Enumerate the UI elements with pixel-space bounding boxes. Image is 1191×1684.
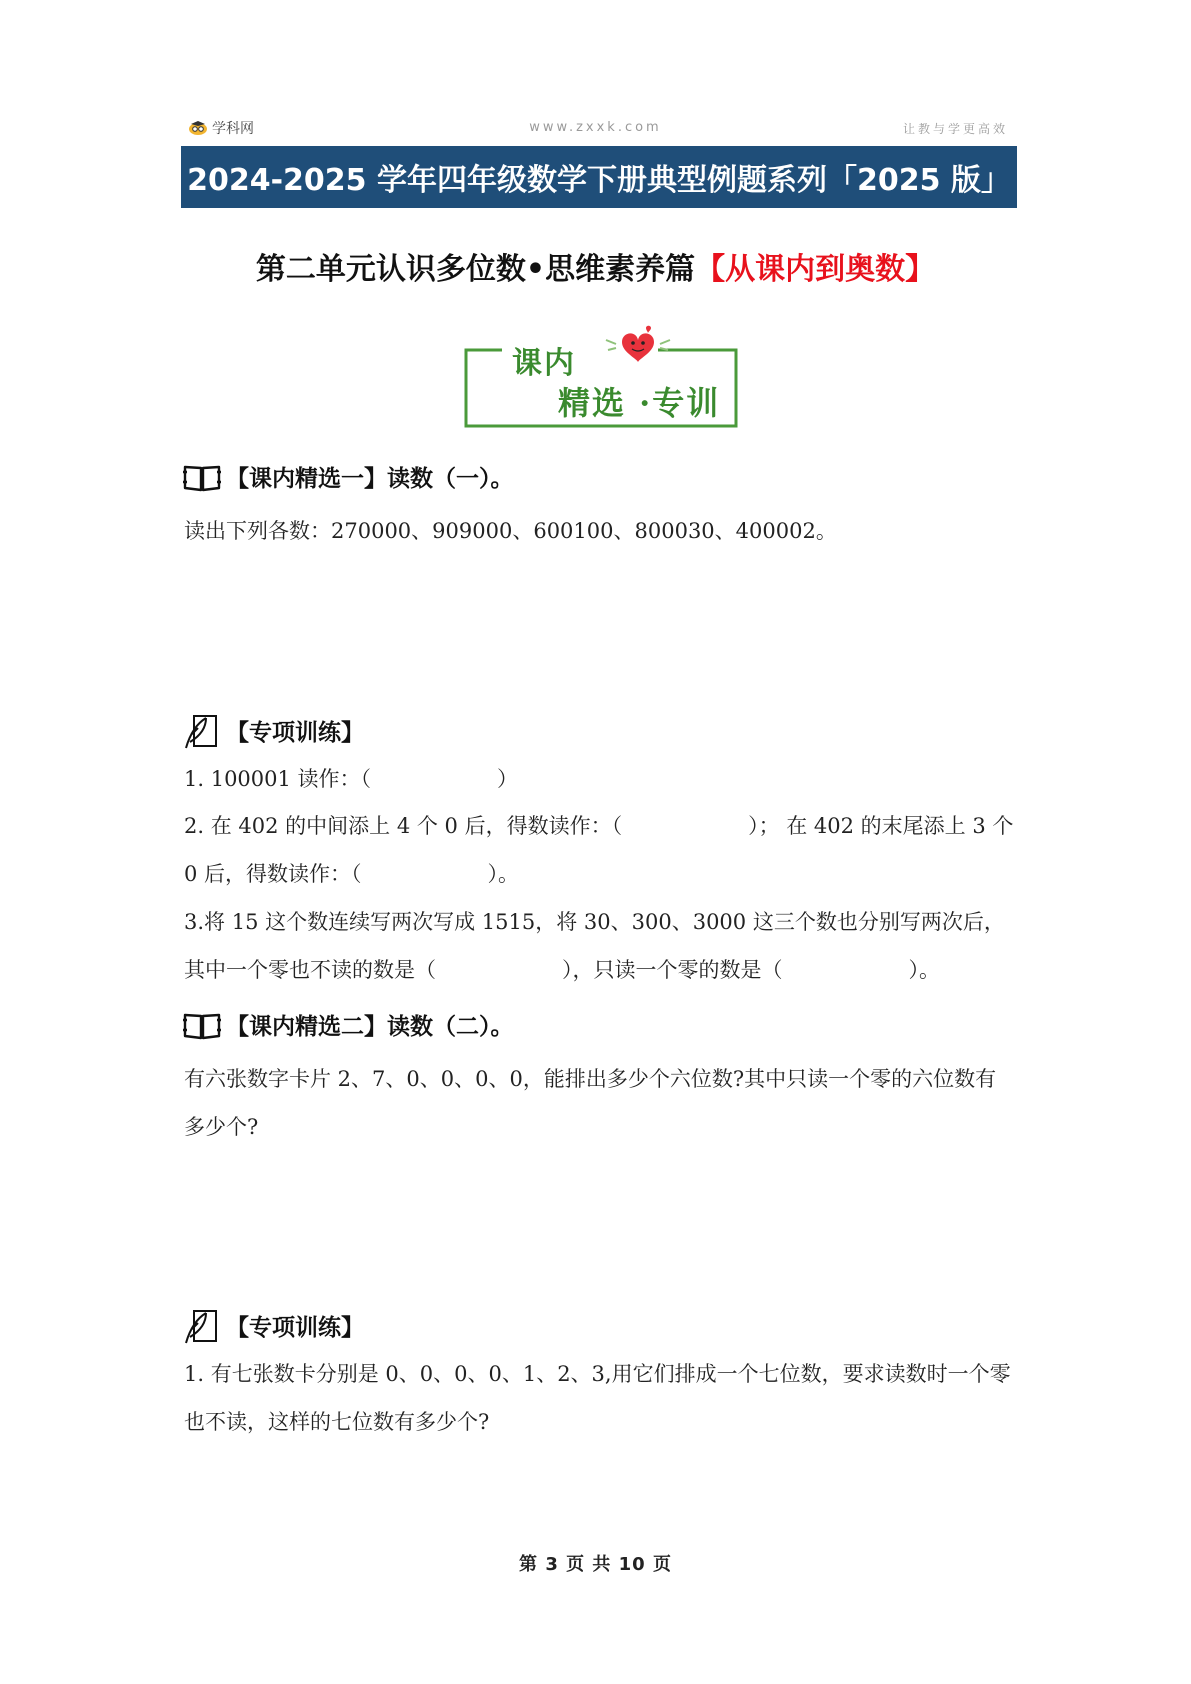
- section-text-2: 有六张数字卡片 2、7、0、0、0、0，能排出多少个六位数?其中只读一个零的六位数有多少个?: [184, 1067, 997, 1139]
- banner-title: 2024-2025 学年四年级数学下册典型例题系列「2025 版」: [187, 163, 1011, 198]
- training-title-2: 【专项训练】: [226, 1314, 364, 1341]
- title-banner: [181, 146, 1017, 208]
- training-title-1: 【专项训练】: [226, 719, 364, 746]
- section-heading-2: [182, 1008, 514, 1041]
- badge-line1: 课内: [512, 346, 576, 381]
- section-badge: [462, 322, 738, 428]
- pen-paper-icon: [182, 1305, 222, 1345]
- subtitle-main: 第二单元认识多位数•思维素养篇: [255, 252, 696, 287]
- book-icon: [182, 1010, 222, 1040]
- section-heading-1: [182, 460, 514, 493]
- section-title-1: 【课内精选一】读数（一）。: [226, 466, 514, 492]
- heart-icon: [606, 326, 670, 362]
- pen-paper-icon: [182, 710, 222, 750]
- logo-text: 学科网: [212, 121, 254, 137]
- training-2-question-1: 1. 有七张数卡分别是 0、0、0、0、1、2、3,用它们排成一个七位数，要求读数时一个零也不读，这样的七位数有多少个?: [184, 1362, 1011, 1434]
- training-heading-1: [182, 710, 364, 750]
- subtitle-highlight: 【从课内到奥数】: [695, 252, 936, 287]
- site-url: www.zxxk.com: [529, 120, 662, 135]
- section-text-1: 读出下列各数：270000、909000、600100、800030、400002。: [184, 519, 837, 543]
- unit-subtitle: [0, 244, 1191, 288]
- site-slogan: 让教与学更高效: [902, 122, 1008, 136]
- training-1-question-1: 1. 100001 读作：（ ）: [184, 767, 519, 791]
- page-number: 第 3 页 共 10 页: [519, 1554, 672, 1575]
- book-icon: [182, 462, 222, 492]
- training-1-question-3: 3.将 15 这个数连续写两次写成 1515，将 30、300、3000 这三个数也分别写两次后，其中一个零也不读的数是（ ），只读一个零的数是（ ）。: [184, 910, 1005, 982]
- training-1-question-2: 2. 在 402 的中间添上 4 个 0 后，得数读作：（ ）； 在 402 的末尾添上 3 个 0 后，得数读作：（ ）。: [184, 814, 1014, 886]
- section-title-2: 【课内精选二】读数（二）。: [226, 1014, 514, 1040]
- badge-line2: 精选 ·专训: [558, 384, 721, 422]
- training-heading-2: [182, 1305, 364, 1345]
